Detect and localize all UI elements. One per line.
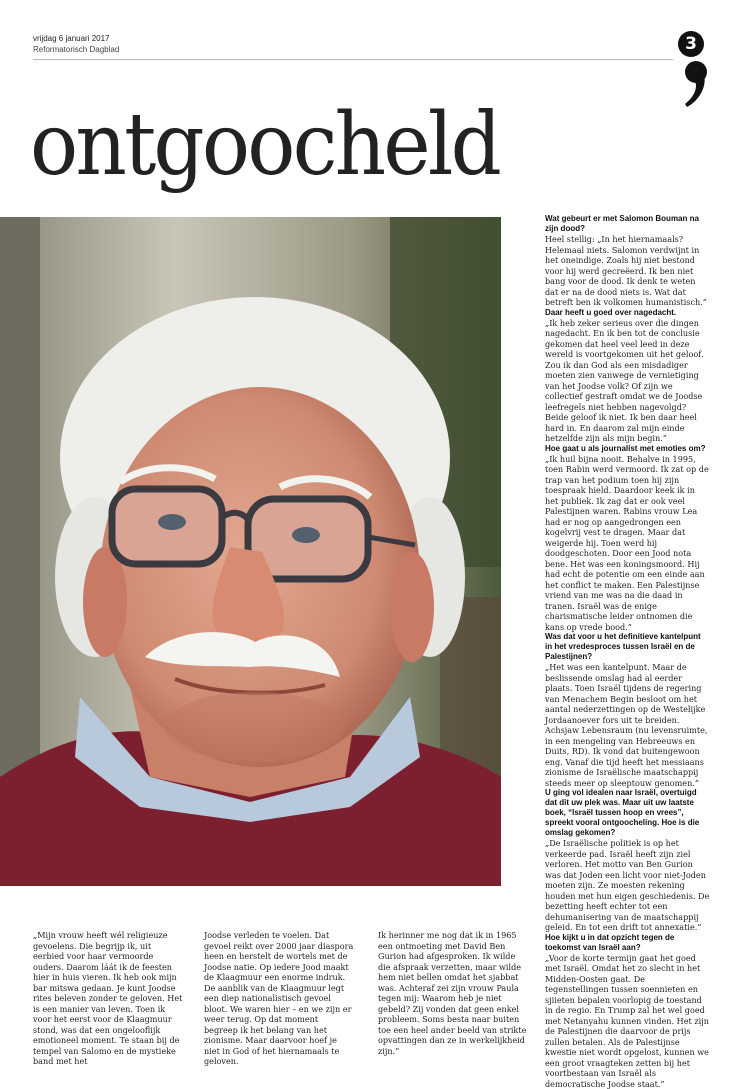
- body-text-column-1: „Mijn vrouw heeft wél religieuze gevoelens. Die begrijp ik, uit eerbied voor haar vermoorde ouders. Daarom láát ik de feesten hier in huis vieren. Ik heb ook mijn bar mitswa gedaan. Je kunt Joodse rites beleven zonder te geloven. Het is een manier van leven. Toen ik voor het eerst voor de Klaagmuur stond, was dat een ongelooflijk emotioneel moment. Te staan bij de tempel van Salomo en de mystieke band met het: [33, 930, 183, 1067]
- interview-question: Wat gebeurt er met Salomon Bouman na zijn dood?: [545, 214, 710, 234]
- comma-logo-icon: [684, 60, 710, 108]
- interview-answer: „Ik heb zeker serieus over die dingen nagedacht. En ik ben tot de conclusie gekomen dat heel veel leed in deze wereld is voortgekomen uit het geloof. Zou ik dan God als een misdadiger moeten zien vanwege de vernietiging van het Joodse volk? Of zijn we collectief gestraft omdat we de Joodse leefregels niet hebben nagevolgd? Beide geloof ik niet. Ik ben daar heel hard in. En daarom zal mijn einde hetzelfde zijn als mijn begin.”: [545, 318, 710, 444]
- interview-question: Hoe gaat u als journalist met emoties om?: [545, 444, 710, 454]
- page-number-badge: 3: [678, 31, 704, 57]
- interview-answer: „Het was een kantelpunt. Maar de beslissende omslag had al eerder plaats. Toen Israël tijdens de regering van Menachem Begin besloot om het aantal nederzettingen op de Westelijke Jordaanoever fors uit te breiden. Achsjaw Lebensraum (nu levensruimte, in een mengeling van Hebreeuws en Duits, RD). Ik vond dat buitengewoon eng. Vanaf die tijd heeft het messiaans zionisme de Israëlische maatschappij steeds meer op sleeptouw genomen.”: [545, 662, 710, 788]
- interview-answer: Heel stellig: „In het hiernamaals? Helemaal niets. Salomon verdwijnt in het oneindige. Zoals hij niet bestond voor hij werd gecreëerd. Ik ben niet bang voor de dood. Ik denk te weten dat er na de dood niets is. Wat dat betreft ben ik volkomen humanistisch.”: [545, 234, 710, 308]
- headline: ontgoocheld: [30, 100, 499, 190]
- interview-column: [545, 214, 710, 1089]
- newspaper-name: Reformatorisch Dagblad: [33, 45, 119, 55]
- body-text-column-3: Ik herinner me nog dat ik in 1965 een ontmoeting met David Ben Gurion had afgesproken. Ik wilde die afspraak verzetten, maar wilde hem niet bellen omdat het sjabbat was. Achteraf zei zijn vrouw Paula tegen mij: Waarom heb je niet gebeld? Zij vonden dat geen enkel probleem. Soms besta naar buiten toe een heel ander beeld van strikte opvattingen dan ze in werkelijkheid zijn.”: [378, 930, 528, 1056]
- interview-question: U ging vol idealen naar Israël, overtuigd dat dit uw plek was. Maar uit uw laatste boek, “Israël tussen hoop en vrees”, spreekt vooral ontgoocheling. Hoe is die omslag gekomen?: [545, 788, 710, 838]
- interview-answer: „Voor de korte termijn gaat het goed met Israël. Omdat het zo slecht in het Midden-Oosten gaat. De tegenstellingen tussen soennieten en sjiieten bepalen voorlopig de toestand in de regio. En Trump zal het wel goed met Netanyahu kunnen vinden. Het zijn de Palestijnen die daarvoor de prijs zullen betalen. Als de Palestijnse kwestie niet wordt opgelost, kunnen we een groot vraagteken zetten bij het voortbestaan van Israël als democratische Joodse staat.”: [545, 953, 710, 1089]
- interview-question: Was dat voor u het definitieve kantelpunt in het vredesproces tussen Israël en de Palestijnen?: [545, 632, 710, 662]
- interview-question: Daar heeft u goed over nagedacht.: [545, 308, 710, 318]
- portrait-photo: [0, 217, 501, 886]
- body-text-column-2: Joodse verleden te voelen. Dat gevoel reikt over 2000 jaar diaspora heen en herstelt de wortels met de Joodse natie. Op iedere Jood maakt de Klaagmuur een enorme indruk. De aanblik van de Klaagmuur legt een diep nationalistisch gevoel bloot. We waren hier – en we zijn er weer terug. Op dat moment begreep ik het belang van het zionisme. Maar daarvoor hoef je niet in God of het hiernamaals te geloven.: [204, 930, 354, 1067]
- interview-answer: „Ik huil bijna nooit. Behalve in 1995, toen Rabin werd vermoord. Ik zat op de trap van het podium toen hij zijn toespraak hield. Daardoor keek ik in het publiek. Ik zag dat er ook veel Palestijnen waren. Rabins vrouw Lea had er nog op aangedrongen een kogelvrij vest te dragen. Maar dat weigerde hij. Toen werd hij doodgeschoten. Door een Jood nota bene. Het was een koningsmoord. Hij had echt de potentie om een einde aan het conflict te maken. Een Palestijnse vriend van me was na die daad in tranen. Israël was de enige charismatische leider ontnomen die kans op vrede bood.”: [545, 454, 710, 633]
- interview-answer: „De Israëlische politiek is op het verkeerde pad. Israël heeft zijn ziel verloren. Het motto van Ben Gurion was dat Joden een licht voor niet-Joden moeten zijn. Ze moesten rekening houden met hun eigen geschiedenis. De bezetting heeft echter tot een dehumanisering van de maatschappij geleid. En tot een drift tot annexatie.”: [545, 838, 710, 933]
- interview-question: Hoe kijkt u in dat opzicht tegen de toekomst van Israël aan?: [545, 933, 710, 953]
- header-rule: [33, 59, 673, 60]
- header-date: vrijdag 6 januari 2017: [33, 34, 110, 44]
